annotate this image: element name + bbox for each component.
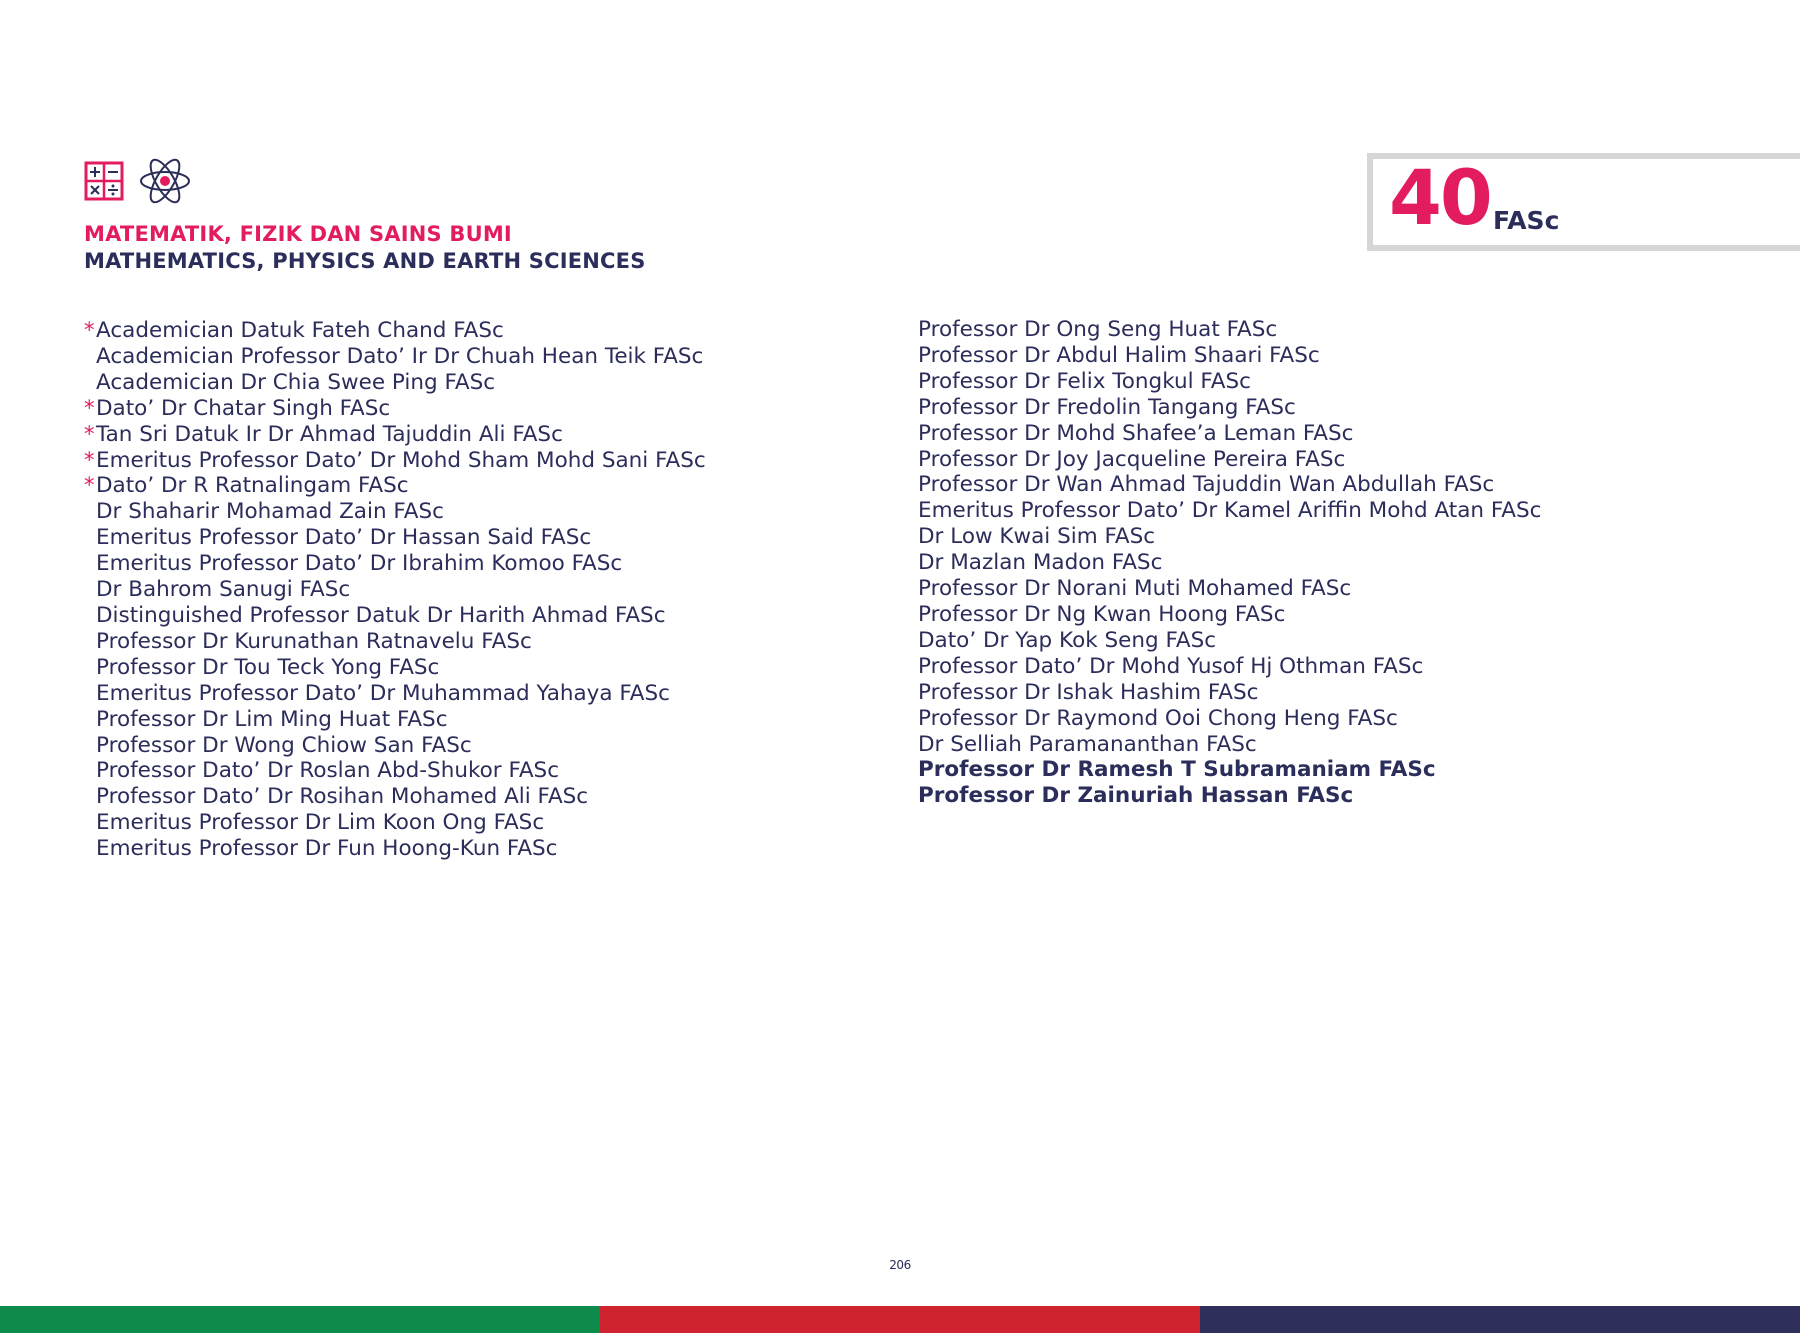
member-item	[918, 654, 1541, 680]
member-name: Emeritus Professor Dato’ Dr Hassan Said FASc	[96, 525, 592, 551]
member-name: Professor Dr Joy Jacqueline Pereira FASc	[918, 446, 1346, 472]
member-name: Professor Dr Wong Chiow San FASc	[96, 732, 472, 758]
member-name: Academician Dr Chia Swee Ping FASc	[96, 369, 496, 395]
member-name: Emeritus Professor Dato’ Dr Mohd Sham Mohd Sani FASc	[96, 447, 706, 473]
deceased-marker: *	[84, 421, 95, 446]
member-item	[918, 602, 1541, 628]
page-number: 206	[889, 1258, 911, 1272]
member-item	[918, 343, 1541, 369]
member-item	[84, 551, 706, 577]
member-item	[918, 447, 1541, 473]
member-count-number: 40	[1389, 153, 1491, 242]
deceased-marker: *	[84, 318, 95, 342]
member-item	[84, 525, 706, 551]
member-name: Professor Dato’ Dr Roslan Abd-Shukor FASc	[96, 758, 560, 784]
section-icons	[84, 156, 192, 206]
section-title-english: MATHEMATICS, PHYSICS AND EARTH SCIENCES	[84, 249, 646, 273]
member-name: Professor Dato’ Dr Mohd Yusof Hj Othman FASc	[918, 653, 1424, 679]
member-name: Distinguished Professor Datuk Dr Harith Ahmad FASc	[96, 602, 666, 628]
member-name: Professor Dato’ Dr Rosihan Mohamed Ali FASc	[96, 784, 589, 810]
footer-green-segment	[0, 1306, 600, 1333]
member-item	[918, 395, 1541, 421]
member-name: Dr Shaharir Mohamad Zain FASc	[96, 499, 444, 525]
member-item	[84, 344, 706, 370]
member-name: Emeritus Professor Dato’ Dr Ibrahim Komoo FASc	[96, 551, 623, 577]
footer-red-segment	[600, 1306, 1200, 1333]
member-name: Professor Dr Norani Muti Mohamed FASc	[918, 576, 1352, 602]
member-name: Professor Dr Lim Ming Huat FASc	[96, 706, 448, 732]
member-item	[84, 836, 706, 862]
member-list-right	[918, 317, 1541, 809]
member-name: Professor Dr Ishak Hashim FASc	[918, 679, 1259, 705]
member-name: Professor Dr Kurunathan Ratnavelu FASc	[96, 628, 532, 654]
member-item	[84, 577, 706, 603]
member-item	[918, 628, 1541, 654]
member-item	[918, 421, 1541, 447]
member-item	[84, 422, 706, 448]
math-operators-icon	[84, 161, 124, 201]
member-name: Professor Dr Ramesh T Subramaniam FASc	[918, 757, 1436, 783]
member-name: Dr Mazlan Madon FASc	[918, 550, 1163, 576]
member-name: Professor Dr Fredolin Tangang FASc	[918, 394, 1296, 420]
section-title-malay: MATEMATIK, FIZIK DAN SAINS BUMI	[84, 222, 512, 246]
member-name: Professor Dr Abdul Halim Shaari FASc	[918, 342, 1320, 368]
member-name: Professor Dr Zainuriah Hassan FASc	[918, 783, 1354, 809]
member-name: Professor Dr Felix Tongkul FASc	[918, 368, 1251, 394]
member-item	[84, 396, 706, 422]
deceased-marker: *	[84, 395, 95, 420]
member-name: Academician Datuk Fateh Chand FASc	[96, 318, 504, 343]
member-list-left	[84, 318, 706, 862]
member-item	[84, 784, 706, 810]
member-name: Professor Dr Mohd Shafee’a Leman FASc	[918, 420, 1354, 446]
member-item	[918, 732, 1541, 758]
member-item	[84, 370, 706, 396]
member-item	[918, 576, 1541, 602]
member-name: Emeritus Professor Dr Lim Koon Ong FASc	[96, 810, 545, 836]
member-name: Dato’ Dr Chatar Singh FASc	[96, 395, 391, 421]
member-item	[84, 681, 706, 707]
member-item	[918, 317, 1541, 343]
member-item	[84, 810, 706, 836]
member-item	[918, 472, 1541, 498]
member-name: Professor Dr Raymond Ooi Chong Heng FASc	[918, 705, 1398, 731]
member-item	[84, 707, 706, 733]
member-item	[84, 655, 706, 681]
member-name: Emeritus Professor Dr Fun Hoong-Kun FASc	[96, 836, 558, 862]
member-item	[918, 783, 1541, 809]
atom-icon	[138, 156, 192, 206]
member-item	[918, 757, 1541, 783]
member-name: Dr Low Kwai Sim FASc	[918, 524, 1156, 550]
member-name: Professor Dr Ong Seng Huat FASc	[918, 317, 1278, 342]
member-item	[84, 473, 706, 499]
member-name: Professor Dr Tou Teck Yong FASc	[96, 654, 440, 680]
member-item	[918, 680, 1541, 706]
member-item	[84, 499, 706, 525]
member-item	[84, 733, 706, 759]
member-name: Dr Bahrom Sanugi FASc	[96, 577, 351, 603]
footer-navy-segment	[1200, 1306, 1800, 1333]
deceased-marker: *	[84, 473, 95, 498]
member-item	[84, 603, 706, 629]
member-item	[84, 758, 706, 784]
member-name: Professor Dr Wan Ahmad Tajuddin Wan Abdullah FASc	[918, 472, 1495, 498]
member-name: Professor Dr Ng Kwan Hoong FASc	[918, 601, 1286, 627]
footer-color-bar	[0, 1306, 1800, 1333]
member-name: Academician Professor Dato’ Ir Dr Chuah Hean Teik FASc	[96, 343, 704, 369]
member-name: Dato’ Dr Yap Kok Seng FASc	[918, 627, 1217, 653]
member-item	[84, 629, 706, 655]
member-item	[84, 448, 706, 474]
member-item	[918, 706, 1541, 732]
deceased-marker: *	[84, 447, 95, 472]
member-name: Tan Sri Datuk Ir Dr Ahmad Tajuddin Ali FASc	[96, 421, 563, 447]
member-name: Emeritus Professor Dato’ Dr Muhammad Yahaya FASc	[96, 680, 670, 706]
member-name: Dr Selliah Paramananthan FASc	[918, 731, 1257, 757]
member-item	[84, 318, 706, 344]
member-count-label: FASc	[1493, 206, 1560, 235]
member-item	[918, 550, 1541, 576]
member-name: Dato’ Dr R Ratnalingam FASc	[96, 473, 409, 499]
member-item	[918, 524, 1541, 550]
member-name: Emeritus Professor Dato’ Dr Kamel Ariffin Mohd Atan FASc	[918, 498, 1542, 524]
member-item	[918, 369, 1541, 395]
member-item	[918, 498, 1541, 524]
